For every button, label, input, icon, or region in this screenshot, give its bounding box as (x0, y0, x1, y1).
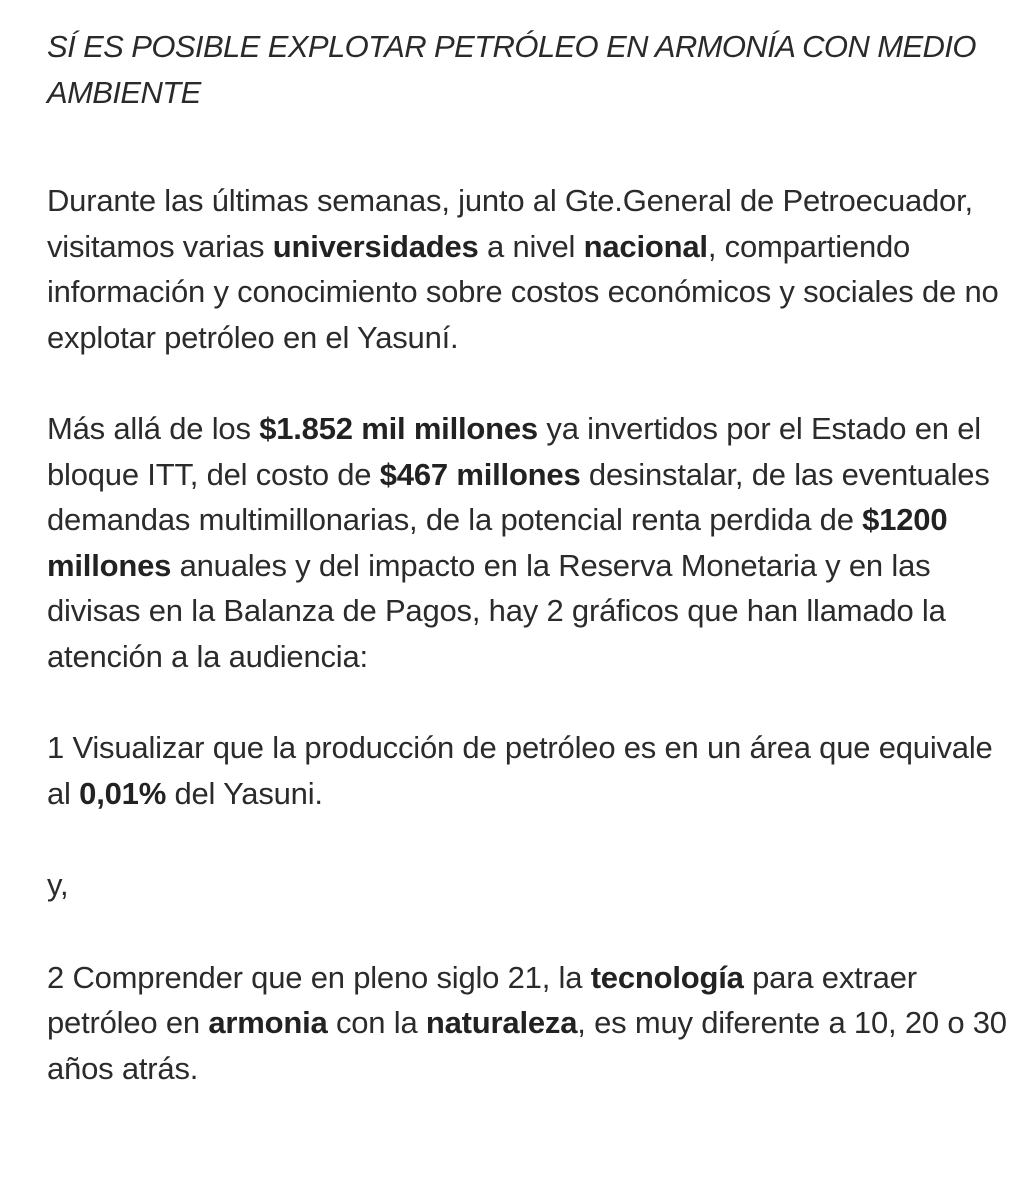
bold-naturaleza: naturaleza (425, 1005, 578, 1040)
bold-universidades: universidades (272, 228, 479, 264)
bold-invested-amount: $1.852 mil millones (259, 411, 538, 446)
bold-nacional: nacional (583, 228, 708, 264)
text-run: Durante las últimas semanas, junto al Gte.General de Petroecuador, visitamos varias (47, 183, 973, 264)
bold-uninstall-cost: $467 millones (379, 456, 581, 492)
bold-annual-income: $1200 millones (47, 502, 948, 583)
text-run: para extraer petróleo en (47, 959, 917, 1040)
text-run: , compartiendo información y conocimiento sobre costos económicos y sociales de no explotar petróleo en el Yasuní. (47, 228, 999, 355)
text-run: y, (47, 867, 69, 902)
text-run: con la (327, 1005, 426, 1040)
text-run: ya invertidos por el Estado en el bloque ITT, del costo de (47, 411, 981, 492)
paragraph-point-2 (47, 955, 1007, 1092)
text-run: a nivel (478, 228, 584, 264)
text-run: 2 Comprender que en pleno siglo 21, la (47, 959, 591, 995)
bold-armonia: armonia (208, 1005, 328, 1040)
text-run: anuales y del impacto en la Reserva Monetaria y en las divisas en la Balanza de Pagos, hay 2 gráficos que han llamado la atención a la audiencia: (47, 547, 946, 674)
text-run: del Yasuni. (166, 775, 323, 811)
paragraph-point-1 (47, 725, 1007, 816)
paragraph-visits (47, 178, 1007, 360)
text-run: , es muy diferente a 10, 20 o 30 años atrás. (47, 1005, 1007, 1086)
document-title: SÍ ES POSIBLE EXPLOTAR PETRÓLEO EN ARMONÍA CON MEDIO AMBIENTE (47, 29, 976, 110)
document-body (47, 24, 1007, 1136)
bold-tecnologia: tecnología (590, 959, 744, 995)
text-run: 1 Visualizar que la producción de petróleo es en un área que equivale al (47, 730, 993, 811)
text-run: Más allá de los (47, 411, 260, 446)
paragraph-costs (47, 406, 1007, 679)
bold-percentage: 0,01% (79, 775, 167, 811)
paragraph-connector (47, 862, 1007, 908)
text-run: desinstalar, de las eventuales demandas multimillonarias, de la potencial renta perdida de (47, 456, 990, 537)
